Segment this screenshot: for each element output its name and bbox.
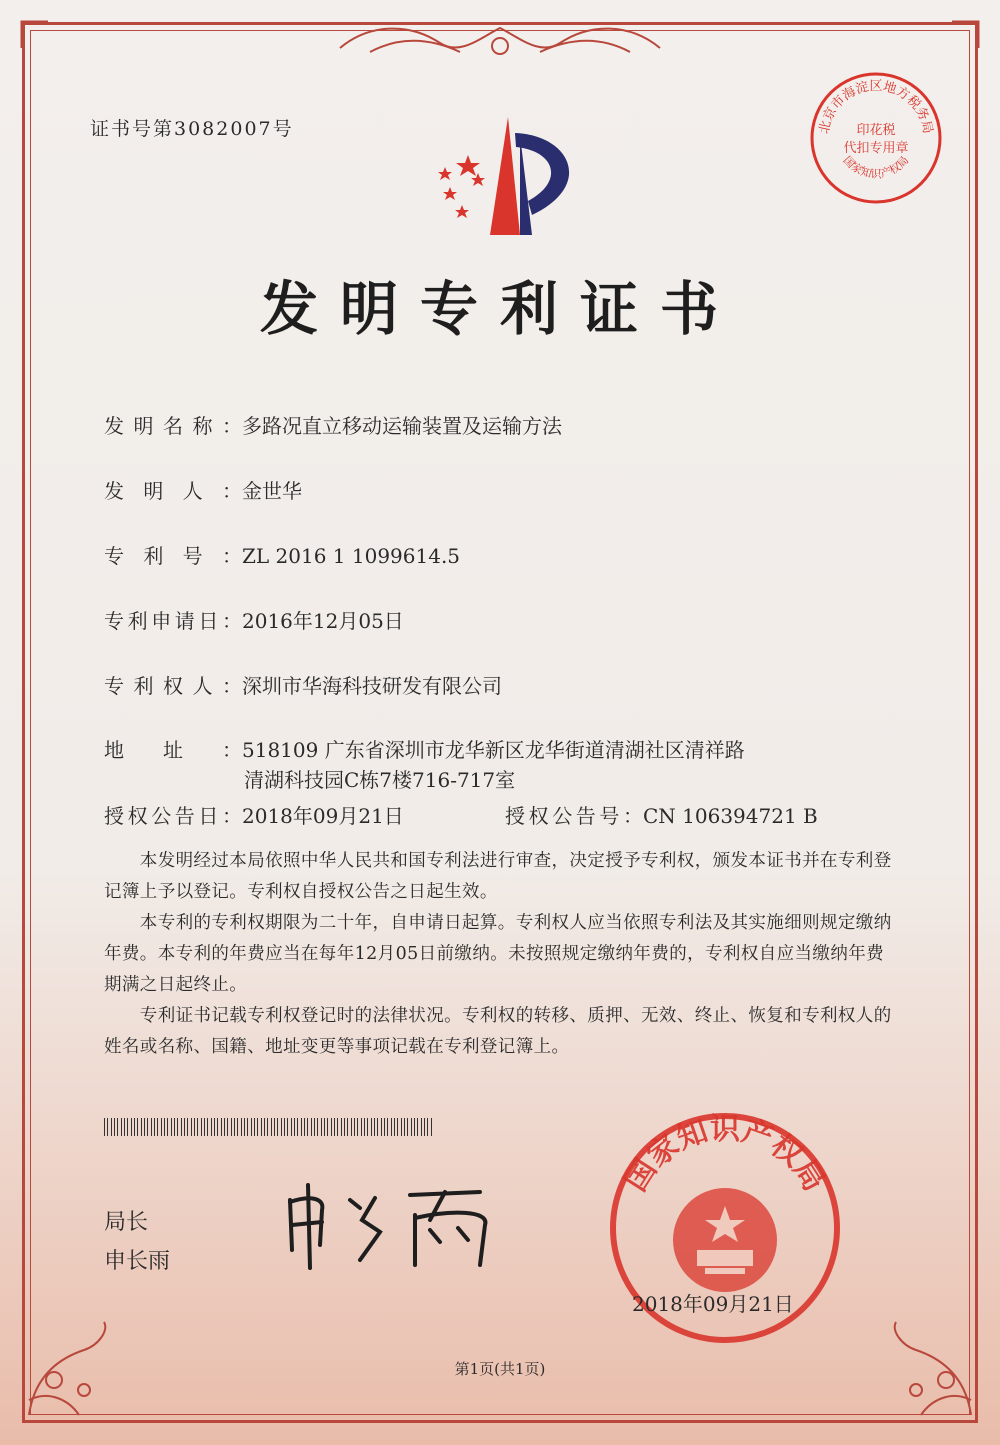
address-line1: 518109 广东省深圳市龙华新区龙华街道清湖社区清祥路 [242,738,745,762]
body-paragraph-1: 本发明经过本局依照中华人民共和国专利法进行审查，决定授予专利权，颁发本证书并在专利登记簿上予以登记。专利权自授权公告之日起生效。 [104,851,892,902]
grant-date-row [104,800,404,829]
tax-stamp-seal [808,70,944,206]
invention-name-row [104,410,562,439]
patentee-value: 深圳市华海科技研发有限公司 [242,674,502,698]
patent-number-label: 专利号： [104,544,242,568]
grant-number-row [505,800,818,829]
state-seal-text: 国家知识产权局 [618,1112,832,1198]
svg-text:国家知识产权局 [618,1112,831,1197]
grant-date-label: 授权公告日： [104,804,242,828]
application-date-value: 2016年12月05日 [242,609,404,633]
body-paragraph-3: 专利证书记载专利权登记时的法律状况。专利权的转移、质押、无效、终止、恢复和专利权人的姓名或名称、国籍、地址变更等事项记载在专利登记簿上。 [104,1006,892,1057]
invention-name-label: 发明名称： [104,414,242,438]
address-row [104,734,745,763]
handwritten-signature [280,1180,520,1270]
signatory-name: 申长雨 [104,1249,171,1274]
patentee-row [104,670,502,699]
patent-number-row [104,540,460,569]
seal-date: 2018年09月21日 [632,1292,794,1316]
inventor-label: 发明人： [104,479,242,503]
patent-office-emblem-icon [420,115,590,245]
address-line2: 清湖科技园C栋7楼716-717室 [244,768,516,792]
corner-ornament-top-right-icon [950,20,980,50]
corner-ornament-top-left-icon [20,20,50,50]
tax-stamp-bottom-text: 国家知识产权局 [840,153,912,181]
inventor-row [104,475,302,504]
signatory-title: 局长 [104,1210,149,1235]
grant-number-label: 授权公告号： [505,804,643,828]
top-ornament-icon [330,18,670,64]
svg-text:国家知识产权局 [841,154,912,181]
grant-date-value: 2018年09月21日 [242,804,404,828]
inventor-value: 金世华 [242,479,302,503]
application-date-row [104,605,404,634]
application-date-label: 专利申请日： [104,609,242,633]
patentee-label: 专利权人： [104,674,242,698]
invention-name-value: 多路况直立移动运输装置及运输方法 [242,414,562,438]
page-title: 发明专利证书 [259,275,740,343]
tax-stamp-line1: 印花税 [856,123,896,138]
patent-number-value: ZL 2016 1 1099614.5 [242,544,461,568]
tax-stamp-line2: 代扣专用章 [843,141,909,156]
address-label: 地址： [104,738,242,762]
page-number: 第1页(共1页) [454,1360,546,1378]
barcode-icon [104,1118,434,1136]
certificate-number: 证书号第3082007号 [90,118,294,140]
grant-number-value: CN 106394721 B [643,804,818,828]
body-paragraph-2: 本专利的专利权期限为二十年，自申请日起算。专利权人应当依照专利法及其实施细则规定缴纳年费。本专利的年费应当在每年12月05日前缴纳。未按照规定缴纳年费的，专利权自应当缴纳年费期满之日起终止。 [104,913,892,995]
tax-stamp-outer-text: 北京市海淀区地方税务局 [816,79,936,136]
